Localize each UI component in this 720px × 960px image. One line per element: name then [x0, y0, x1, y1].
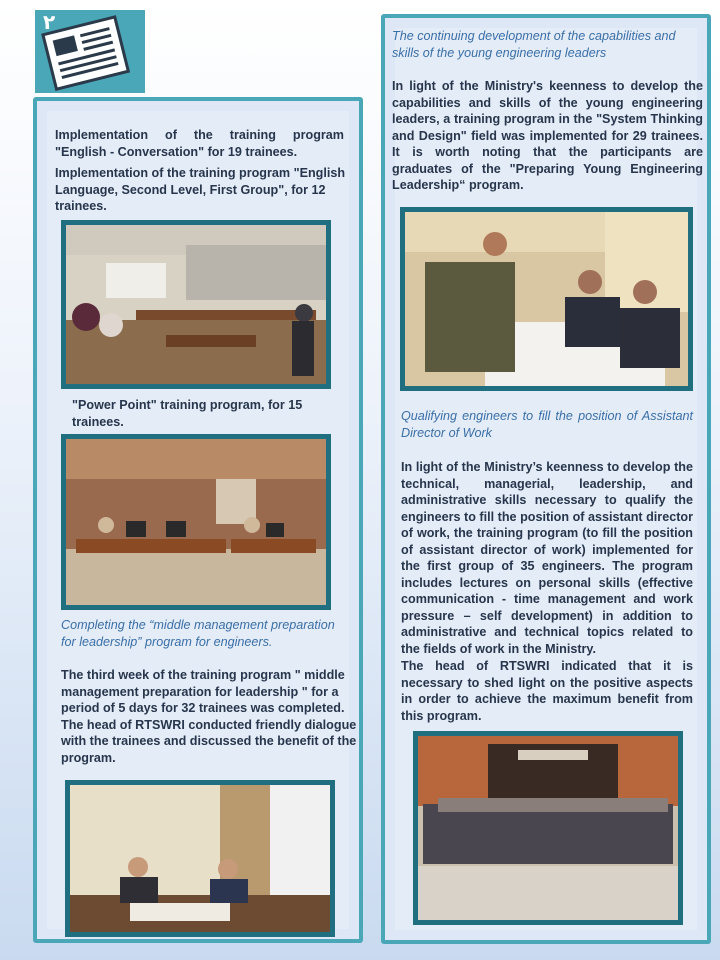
classroom-photo: [61, 220, 331, 389]
right-column-frame: [381, 14, 711, 944]
newspaper-logo: [35, 10, 145, 93]
page-number: ٢: [43, 12, 56, 34]
assistant-director-body: In light of the Ministry’s keenness to develop the technical, managerial, leadership, and administrative skills necessary to qualify the engineers to fill the position of assistant director of work, the training program (to fill the position of assistant director of work) implemented for the first group of 35 engineers. The program includes lectures on personal skills (effective communication - time management and work pressure – self development) in addition to administrative and technical topics related to the fields of work in the Ministry.: [401, 460, 693, 656]
system-thinking-photo: [400, 207, 693, 391]
left-column-frame: [33, 97, 363, 943]
right-column-content: [392, 28, 703, 930]
middle-management-heading: Completing the “middle management preparation for leadership” program for engineers.: [61, 618, 335, 649]
english-second-level-text: Implementation of the training program "English Language, Second Level, First Group", for 12 trainees.: [55, 166, 346, 213]
middle-management-body: The third week of the training program " middle management preparation for leadership " for a period of 5 days for 32 trainees was completed. The head of RTSWRI conducted friendly dialogue with the trainees and discussed the benefit of the program.: [61, 668, 357, 765]
computer-lab-photo: [61, 434, 331, 610]
english-conversation-text: Implementation of the training program "English - Conversation" for 19 trainees.: [55, 128, 344, 159]
assistant-director-conclusion: The head of RTSWRI indicated that it is necessary to shed light on the positive aspects in order to achieve the maximum benefit from this program.: [401, 659, 693, 723]
power-point-text: "Power Point" training program, for 15 trainees.: [72, 398, 303, 429]
group-photo: [413, 731, 683, 925]
young-leaders-heading: The continuing development of the capabilities and skills of the young engineering leaders: [392, 29, 676, 60]
left-column-content: [47, 111, 357, 929]
young-leaders-body: In light of the Ministry's keenness to develop the capabilities and skills of the young engineering leaders, a training program in the "System Thinking and Design" field was implemented for 29 trainees. It is worth noting that the participants are graduates of the "Preparing Young Engineering Leadership“ program.: [392, 79, 703, 192]
dialogue-photo: [65, 780, 335, 937]
assistant-director-heading: Qualifying engineers to fill the position of Assistant Director of Work: [401, 409, 693, 440]
